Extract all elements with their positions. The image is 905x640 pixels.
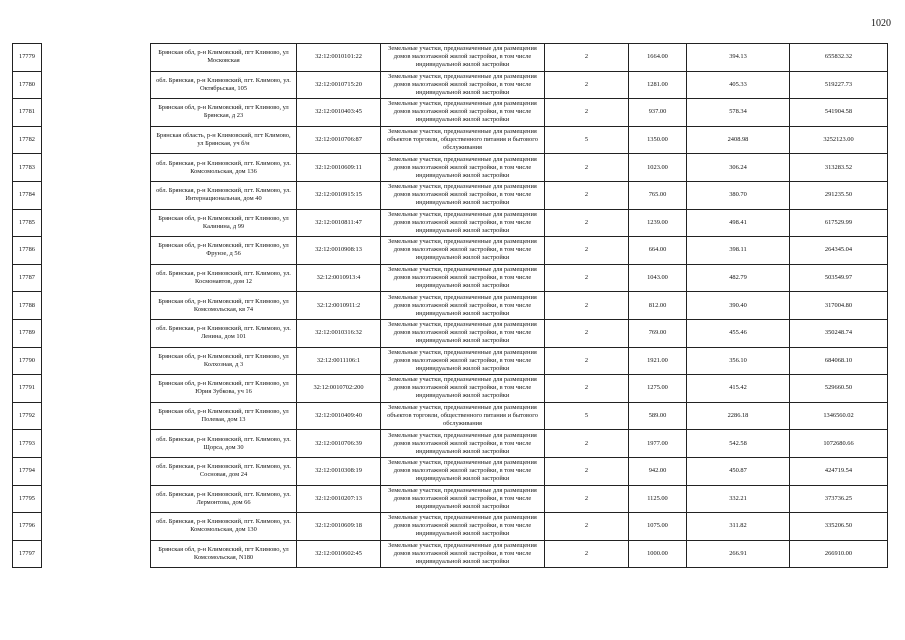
cadastral-number-cell: 32:12:0010811:47 (297, 209, 381, 237)
land-purpose-cell: Земельные участки, предназначенные для размещения домов малоэтажной жилой застройки, в том числе индивидуальной жилой застройки (381, 347, 545, 375)
row-number-cell: 17786 (13, 237, 42, 265)
land-purpose-cell: Земельные участки, предназначенные для размещения домов малоэтажной жилой застройки, в том числе индивидуальной жилой застройки (381, 457, 545, 485)
table-row (13, 513, 888, 541)
address-cell: Брянская обл, р-н Климовский, пгт Климово, ул Фрунзе, д 56 (151, 237, 297, 265)
cadastral-number-cell: 32:12:0010715:20 (297, 71, 381, 99)
group-cell: 2 (545, 292, 629, 320)
area-cell: 664.00 (629, 237, 687, 265)
address-cell: обл. Брянская, р-н Климовский, пгт. Климово, ул. Комсомольская, дом 130 (151, 513, 297, 541)
cadastral-value-cell: 655832.32 (790, 44, 888, 72)
address-cell: Брянская обл, р-н Климовский, пгт Климово, ул Комсомольская, кв 74 (151, 292, 297, 320)
specific-value-cell: 394.13 (687, 44, 790, 72)
specific-value-cell: 498.41 (687, 209, 790, 237)
spacer-cell (42, 402, 151, 430)
table-row (13, 237, 888, 265)
cadastral-number-cell: 32:12:0010403:45 (297, 99, 381, 127)
area-cell: 1664.00 (629, 44, 687, 72)
row-number-cell: 17788 (13, 292, 42, 320)
table-body (13, 44, 888, 568)
group-cell: 5 (545, 402, 629, 430)
table-row (13, 319, 888, 347)
land-purpose-cell: Земельные участки, предназначенные для размещения объектов торговли, общественного питания и бытового обслуживания (381, 402, 545, 430)
cadastral-number-cell: 32:12:0010706:39 (297, 430, 381, 458)
group-cell: 2 (545, 237, 629, 265)
land-purpose-cell: Земельные участки, предназначенные для размещения домов малоэтажной жилой застройки, в том числе индивидуальной жилой застройки (381, 292, 545, 320)
cadastral-value-cell: 317004.80 (790, 292, 888, 320)
specific-value-cell: 542.58 (687, 430, 790, 458)
group-cell: 2 (545, 319, 629, 347)
cadastral-value-cell: 313283.52 (790, 154, 888, 182)
land-purpose-cell: Земельные участки, предназначенные для размещения домов малоэтажной жилой застройки, в том числе индивидуальной жилой застройки (381, 430, 545, 458)
address-cell: Брянская обл, р-н Климовский, пгт Климово, ул Московская (151, 44, 297, 72)
row-number-cell: 17792 (13, 402, 42, 430)
row-number-cell: 17785 (13, 209, 42, 237)
spacer-cell (42, 430, 151, 458)
specific-value-cell: 398.11 (687, 237, 790, 265)
specific-value-cell: 405.33 (687, 71, 790, 99)
specific-value-cell: 266.91 (687, 540, 790, 568)
cadastral-value-cell: 519227.73 (790, 71, 888, 99)
specific-value-cell: 482.79 (687, 264, 790, 292)
cadastral-number-cell: 32:12:0010207:13 (297, 485, 381, 513)
cadastral-number-cell: 32:12:0010602:45 (297, 540, 381, 568)
specific-value-cell: 311.82 (687, 513, 790, 541)
cadastral-value-cell: 266910.00 (790, 540, 888, 568)
cadastral-number-cell: 32:12:0010609:11 (297, 154, 381, 182)
area-cell: 937.00 (629, 99, 687, 127)
land-purpose-cell: Земельные участки, предназначенные для размещения домов малоэтажной жилой застройки, в том числе индивидуальной жилой застройки (381, 99, 545, 127)
table-row (13, 375, 888, 403)
row-number-cell: 17784 (13, 181, 42, 209)
table-row (13, 154, 888, 182)
land-purpose-cell: Земельные участки, предназначенные для размещения домов малоэтажной жилой застройки, в том числе индивидуальной жилой застройки (381, 154, 545, 182)
row-number-cell: 17781 (13, 99, 42, 127)
page-number: 1020 (871, 18, 891, 29)
table-row (13, 264, 888, 292)
area-cell: 1023.00 (629, 154, 687, 182)
address-cell: обл. Брянская, р-н Климовский, пгт. Климово, ул. Щорса, дом 30 (151, 430, 297, 458)
cadastral-number-cell: 32:12:0010409:40 (297, 402, 381, 430)
group-cell: 2 (545, 181, 629, 209)
cadastral-value-cell: 1072680.66 (790, 430, 888, 458)
row-number-cell: 17791 (13, 375, 42, 403)
row-number-cell: 17795 (13, 485, 42, 513)
land-purpose-cell: Земельные участки, предназначенные для размещения домов малоэтажной жилой застройки, в том числе индивидуальной жилой застройки (381, 71, 545, 99)
spacer-cell (42, 209, 151, 237)
area-cell: 765.00 (629, 181, 687, 209)
row-number-cell: 17782 (13, 126, 42, 154)
address-cell: обл. Брянская, р-н Климовский, пгт. Климово, ул. Космонавтов, дом 12 (151, 264, 297, 292)
land-purpose-cell: Земельные участки, предназначенные для размещения домов малоэтажной жилой застройки, в том числе индивидуальной жилой застройки (381, 513, 545, 541)
cadastral-value-cell: 335206.50 (790, 513, 888, 541)
address-cell: Брянская обл, р-н Климовский, пгт Климово, ул Юрия Зубкова, уч 16 (151, 375, 297, 403)
spacer-cell (42, 540, 151, 568)
cadastral-value-cell: 3252123.00 (790, 126, 888, 154)
spacer-cell (42, 264, 151, 292)
cadastral-value-cell: 503549.97 (790, 264, 888, 292)
cadastral-number-cell: 32:12:0010702:200 (297, 375, 381, 403)
table-row (13, 181, 888, 209)
group-cell: 2 (545, 430, 629, 458)
specific-value-cell: 390.40 (687, 292, 790, 320)
spacer-cell (42, 347, 151, 375)
land-purpose-cell: Земельные участки, предназначенные для размещения домов малоэтажной жилой застройки, в том числе индивидуальной жилой застройки (381, 540, 545, 568)
spacer-cell (42, 292, 151, 320)
row-number-cell: 17779 (13, 44, 42, 72)
group-cell: 2 (545, 375, 629, 403)
cadastral-value-cell: 424719.54 (790, 457, 888, 485)
row-number-cell: 17790 (13, 347, 42, 375)
area-cell: 1921.00 (629, 347, 687, 375)
specific-value-cell: 2408.98 (687, 126, 790, 154)
row-number-cell: 17794 (13, 457, 42, 485)
group-cell: 2 (545, 71, 629, 99)
table-row (13, 126, 888, 154)
group-cell: 2 (545, 44, 629, 72)
land-purpose-cell: Земельные участки, предназначенные для размещения домов малоэтажной жилой застройки, в том числе индивидуальной жилой застройки (381, 237, 545, 265)
row-number-cell: 17793 (13, 430, 42, 458)
area-cell: 1275.00 (629, 375, 687, 403)
area-cell: 589.00 (629, 402, 687, 430)
group-cell: 2 (545, 540, 629, 568)
area-cell: 1075.00 (629, 513, 687, 541)
area-cell: 1281.00 (629, 71, 687, 99)
table-row (13, 209, 888, 237)
specific-value-cell: 455.46 (687, 319, 790, 347)
cadastral-number-cell: 32:12:0010908:13 (297, 237, 381, 265)
address-cell: Брянская обл, р-н Климовский, пгт Климово, ул Комсомольская, N180 (151, 540, 297, 568)
spacer-cell (42, 457, 151, 485)
group-cell: 2 (545, 457, 629, 485)
land-purpose-cell: Земельные участки, предназначенные для размещения домов малоэтажной жилой застройки, в том числе индивидуальной жилой застройки (381, 181, 545, 209)
land-purpose-cell: Земельные участки, предназначенные для размещения домов малоэтажной жилой застройки, в том числе индивидуальной жилой застройки (381, 319, 545, 347)
row-number-cell: 17783 (13, 154, 42, 182)
specific-value-cell: 356.10 (687, 347, 790, 375)
specific-value-cell: 450.87 (687, 457, 790, 485)
cadastral-number-cell: 32:12:0010911:2 (297, 292, 381, 320)
land-purpose-cell: Земельные участки, предназначенные для размещения объектов торговли, общественного питания и бытового обслуживания (381, 126, 545, 154)
cadastral-value-cell: 291235.50 (790, 181, 888, 209)
group-cell: 2 (545, 264, 629, 292)
group-cell: 2 (545, 209, 629, 237)
table-row (13, 71, 888, 99)
spacer-cell (42, 154, 151, 182)
cadastral-number-cell: 32:12:0010706:87 (297, 126, 381, 154)
spacer-cell (42, 375, 151, 403)
area-cell: 1125.00 (629, 485, 687, 513)
address-cell: обл. Брянская, р-н Климовский, пгт. Климово, ул. Ленина, дом 101 (151, 319, 297, 347)
address-cell: Брянская обл, р-н Климовский, пгт Климово, ул Колхозная, д 3 (151, 347, 297, 375)
area-cell: 1350.00 (629, 126, 687, 154)
cadastral-number-cell: 32:12:0010609:18 (297, 513, 381, 541)
cadastral-value-cell: 373736.25 (790, 485, 888, 513)
table-row (13, 430, 888, 458)
area-cell: 769.00 (629, 319, 687, 347)
address-cell: обл. Брянская, р-н Климовский, пгт. Климово, ул. Интернациональная, дом 40 (151, 181, 297, 209)
address-cell: обл. Брянская, р-н Климовский, пгт. Климово, ул. Октябрьская, 105 (151, 71, 297, 99)
specific-value-cell: 415.42 (687, 375, 790, 403)
land-purpose-cell: Земельные участки, предназначенные для размещения домов малоэтажной жилой застройки, в том числе индивидуальной жилой застройки (381, 264, 545, 292)
table-row (13, 44, 888, 72)
address-cell: обл. Брянская, р-н Климовский, пгт. Климово, ул. Сосновая, дом 24 (151, 457, 297, 485)
row-number-cell: 17787 (13, 264, 42, 292)
cadastral-number-cell: 32:12:0010913:4 (297, 264, 381, 292)
specific-value-cell: 578.34 (687, 99, 790, 127)
group-cell: 2 (545, 99, 629, 127)
cadastral-value-table (12, 43, 888, 568)
table-row (13, 457, 888, 485)
land-purpose-cell: Земельные участки, предназначенные для размещения домов малоэтажной жилой застройки, в том числе индивидуальной жилой застройки (381, 485, 545, 513)
spacer-cell (42, 99, 151, 127)
table-row (13, 292, 888, 320)
cadastral-number-cell: 32:12:0010915:15 (297, 181, 381, 209)
specific-value-cell: 332.21 (687, 485, 790, 513)
cadastral-value-cell: 541904.58 (790, 99, 888, 127)
spacer-cell (42, 126, 151, 154)
table-row (13, 540, 888, 568)
cadastral-value-cell: 350248.74 (790, 319, 888, 347)
row-number-cell: 17797 (13, 540, 42, 568)
specific-value-cell: 306.24 (687, 154, 790, 182)
row-number-cell: 17796 (13, 513, 42, 541)
group-cell: 2 (545, 154, 629, 182)
cadastral-value-cell: 529660.50 (790, 375, 888, 403)
spacer-cell (42, 181, 151, 209)
address-cell: обл. Брянская, р-н Климовский, пгт. Климово, ул. Комсомольская, дом 136 (151, 154, 297, 182)
specific-value-cell: 380.70 (687, 181, 790, 209)
area-cell: 942.00 (629, 457, 687, 485)
cadastral-number-cell: 32:12:0010101:22 (297, 44, 381, 72)
cadastral-number-cell: 32:12:0011106:1 (297, 347, 381, 375)
cadastral-number-cell: 32:12:0010308:19 (297, 457, 381, 485)
table-row (13, 402, 888, 430)
area-cell: 1977.00 (629, 430, 687, 458)
address-cell: Брянская область, р-н Климовский, пгт Климово, ул Брянская, уч б/н (151, 126, 297, 154)
spacer-cell (42, 319, 151, 347)
land-purpose-cell: Земельные участки, предназначенные для размещения домов малоэтажной жилой застройки, в том числе индивидуальной жилой застройки (381, 209, 545, 237)
land-purpose-cell: Земельные участки, предназначенные для размещения домов малоэтажной жилой застройки, в том числе индивидуальной жилой застройки (381, 375, 545, 403)
spacer-cell (42, 44, 151, 72)
spacer-cell (42, 513, 151, 541)
spacer-cell (42, 485, 151, 513)
row-number-cell: 17789 (13, 319, 42, 347)
table-row (13, 347, 888, 375)
cadastral-value-cell: 617529.99 (790, 209, 888, 237)
area-cell: 1239.00 (629, 209, 687, 237)
address-cell: Брянская обл, р-н Климовский, пгт Климово, ул Полевая, дом 13 (151, 402, 297, 430)
area-cell: 812.00 (629, 292, 687, 320)
group-cell: 2 (545, 513, 629, 541)
area-cell: 1000.00 (629, 540, 687, 568)
cadastral-value-cell: 1346560.02 (790, 402, 888, 430)
address-cell: Брянская обл, р-н Климовский, пгт Климово, ул Брянская, д 23 (151, 99, 297, 127)
cadastral-number-cell: 32:12:0010316:32 (297, 319, 381, 347)
group-cell: 5 (545, 126, 629, 154)
spacer-cell (42, 237, 151, 265)
group-cell: 2 (545, 485, 629, 513)
group-cell: 2 (545, 347, 629, 375)
cadastral-value-cell: 684068.10 (790, 347, 888, 375)
land-purpose-cell: Земельные участки, предназначенные для размещения домов малоэтажной жилой застройки, в том числе индивидуальной жилой застройки (381, 44, 545, 72)
address-cell: обл. Брянская, р-н Климовский, пгт. Климово, ул. Лермонтова, дом 66 (151, 485, 297, 513)
area-cell: 1043.00 (629, 264, 687, 292)
cadastral-value-cell: 264345.04 (790, 237, 888, 265)
table-row (13, 485, 888, 513)
specific-value-cell: 2286.18 (687, 402, 790, 430)
table-row (13, 99, 888, 127)
row-number-cell: 17780 (13, 71, 42, 99)
address-cell: Брянская обл, р-н Климовский, пгт Климово, ул Калинина, д 99 (151, 209, 297, 237)
spacer-cell (42, 71, 151, 99)
